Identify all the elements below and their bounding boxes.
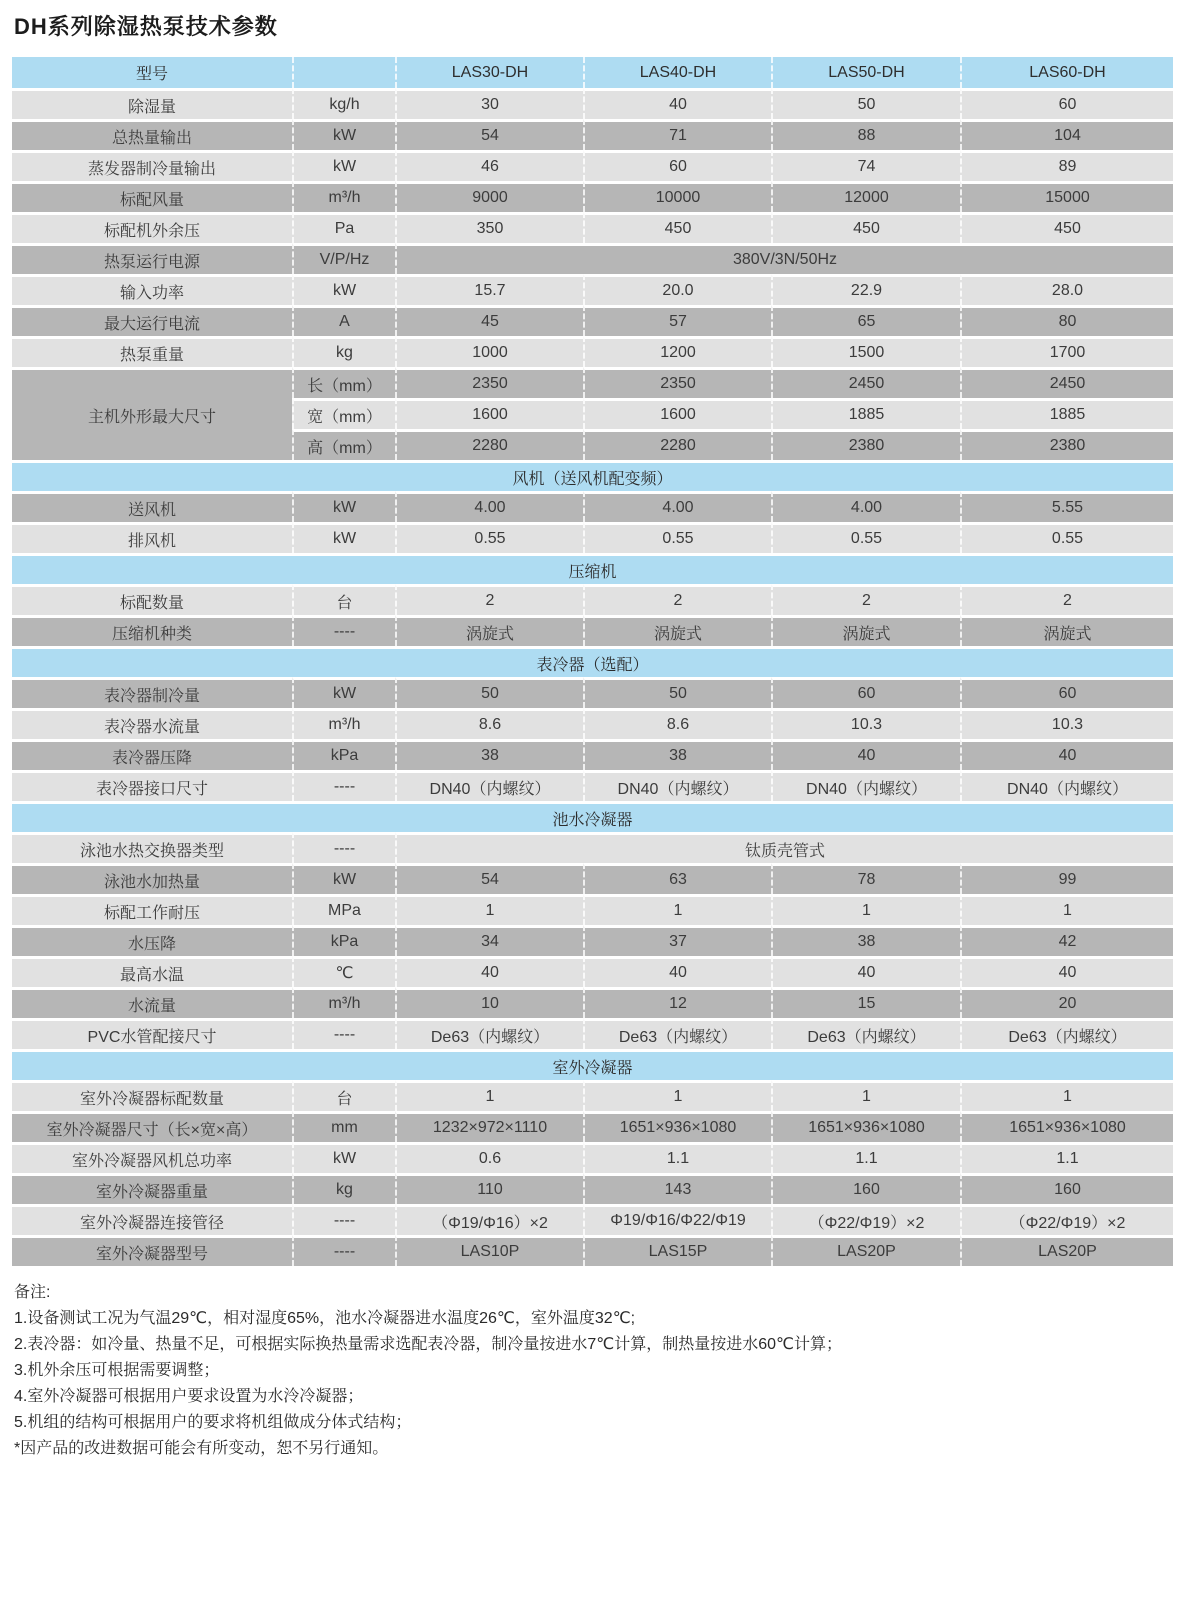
row-unit: 长（mm）	[292, 367, 395, 398]
row-unit: ----	[292, 1235, 395, 1266]
row-value: 22.9	[771, 274, 960, 305]
row-value: 45	[395, 305, 583, 336]
row-value: 1232×972×1110	[395, 1111, 583, 1142]
row-value: 1500	[771, 336, 960, 367]
row-value: 160	[960, 1173, 1173, 1204]
row-label: 室外冷凝器连接管径	[12, 1204, 292, 1235]
row-value: 9000	[395, 181, 583, 212]
table-row	[12, 956, 1173, 987]
row-label: 表冷器接口尺寸	[12, 770, 292, 801]
row-unit: ----	[292, 832, 395, 863]
row-value: LAS10P	[395, 1235, 583, 1266]
row-value: 0.6	[395, 1142, 583, 1173]
row-value: 78	[771, 863, 960, 894]
row-value: 40	[395, 956, 583, 987]
table-row	[12, 150, 1173, 181]
row-label: 除湿量	[12, 88, 292, 119]
row-value: 20	[960, 987, 1173, 1018]
section-row	[12, 460, 1173, 491]
table-row	[12, 770, 1173, 801]
row-value: 37	[583, 925, 771, 956]
row-label: 送风机	[12, 491, 292, 522]
row-unit: kW	[292, 1142, 395, 1173]
row-unit: kW	[292, 491, 395, 522]
row-value: 50	[771, 88, 960, 119]
table-row	[12, 987, 1173, 1018]
row-value: 46	[395, 150, 583, 181]
section-header: 室外冷凝器	[12, 1049, 1173, 1080]
table-body	[12, 88, 1173, 1266]
row-value: 10	[395, 987, 583, 1018]
row-label: 泳池水加热量	[12, 863, 292, 894]
row-value: 143	[583, 1173, 771, 1204]
table-row	[12, 522, 1173, 553]
row-value: 104	[960, 119, 1173, 150]
row-label: 最高水温	[12, 956, 292, 987]
row-unit: kPa	[292, 925, 395, 956]
row-value: 74	[771, 150, 960, 181]
note-item-5: 5.机组的结构可根据用户的要求将机组做成分体式结构；	[14, 1414, 412, 1431]
row-value: 54	[395, 119, 583, 150]
row-value: 88	[771, 119, 960, 150]
row-value: 1	[583, 1080, 771, 1111]
table-row	[12, 305, 1173, 336]
row-value: 38	[771, 925, 960, 956]
row-label: 最大运行电流	[12, 305, 292, 336]
row-value: LAS20P	[960, 1235, 1173, 1266]
row-unit: 高（mm）	[292, 429, 395, 460]
row-value: 2350	[583, 367, 771, 398]
row-value: 1	[960, 1080, 1173, 1111]
row-unit: m³/h	[292, 708, 395, 739]
row-label: 表冷器水流量	[12, 708, 292, 739]
row-value: 10.3	[771, 708, 960, 739]
table-header	[12, 57, 1173, 88]
row-label: 室外冷凝器标配数量	[12, 1080, 292, 1111]
section-row	[12, 1049, 1173, 1080]
row-value: 40	[771, 956, 960, 987]
row-value: 4.00	[395, 491, 583, 522]
row-label: 标配风量	[12, 181, 292, 212]
row-value: De63（内螺纹）	[771, 1018, 960, 1049]
row-value: 2280	[583, 429, 771, 460]
row-value: 1200	[583, 336, 771, 367]
row-label: 总热量输出	[12, 119, 292, 150]
row-value: 15	[771, 987, 960, 1018]
row-value: 80	[960, 305, 1173, 336]
table-row	[12, 88, 1173, 119]
table-row	[12, 181, 1173, 212]
row-label: PVC水管配接尺寸	[12, 1018, 292, 1049]
row-value: 60	[960, 88, 1173, 119]
section-row	[12, 553, 1173, 584]
row-value: 38	[395, 739, 583, 770]
table-row	[12, 1018, 1173, 1049]
row-value: 54	[395, 863, 583, 894]
row-value: 15.7	[395, 274, 583, 305]
table-row	[12, 1080, 1173, 1111]
row-value: 63	[583, 863, 771, 894]
table-row	[12, 212, 1173, 243]
row-value: 1600	[583, 398, 771, 429]
row-value: 1000	[395, 336, 583, 367]
row-value: De63（内螺纹）	[395, 1018, 583, 1049]
row-unit: kW	[292, 522, 395, 553]
row-value: 1651×936×1080	[771, 1111, 960, 1142]
row-value: De63（内螺纹）	[960, 1018, 1173, 1049]
row-value: 40	[583, 956, 771, 987]
note-item-3: 3.机外余压可根据需要调整；	[14, 1362, 220, 1379]
row-unit: Pa	[292, 212, 395, 243]
row-value: 350	[395, 212, 583, 243]
row-value: 0.55	[395, 522, 583, 553]
row-unit: kW	[292, 274, 395, 305]
section-header: 风机（送风机配变频）	[12, 460, 1173, 491]
note-item-1: 1.设备测试工况为气温29℃，相对湿度65%，池水冷凝器进水温度26℃，室外温度32℃;	[14, 1310, 636, 1327]
row-value: 4.00	[583, 491, 771, 522]
row-value: 15000	[960, 181, 1173, 212]
row-value: 1700	[960, 336, 1173, 367]
row-value: 1651×936×1080	[583, 1111, 771, 1142]
header-model-las50: LAS50-DH	[771, 57, 960, 88]
row-unit: m³/h	[292, 181, 395, 212]
row-unit: ℃	[292, 956, 395, 987]
row-value: 1651×936×1080	[960, 1111, 1173, 1142]
row-label: 泳池水热交换器类型	[12, 832, 292, 863]
row-value: 涡旋式	[771, 615, 960, 646]
row-value: 8.6	[395, 708, 583, 739]
section-row	[12, 801, 1173, 832]
row-value: 2350	[395, 367, 583, 398]
row-value: 110	[395, 1173, 583, 1204]
row-unit: kW	[292, 677, 395, 708]
row-value: 450	[583, 212, 771, 243]
row-label: 水压降	[12, 925, 292, 956]
section-row	[12, 646, 1173, 677]
note-item-6: *因产品的改进数据可能会有所变动，恕不另行通知。	[14, 1440, 389, 1457]
table-row	[12, 1173, 1173, 1204]
row-label: 标配数量	[12, 584, 292, 615]
row-unit: kW	[292, 863, 395, 894]
row-value: 34	[395, 925, 583, 956]
row-value: 65	[771, 305, 960, 336]
row-value: 涡旋式	[395, 615, 583, 646]
spec-table	[12, 57, 1173, 1266]
row-label: 室外冷凝器型号	[12, 1235, 292, 1266]
row-unit: kg/h	[292, 88, 395, 119]
section-header: 表冷器（选配）	[12, 646, 1173, 677]
row-label: 水流量	[12, 987, 292, 1018]
table-row	[12, 336, 1173, 367]
row-value: 0.55	[771, 522, 960, 553]
row-unit: kW	[292, 119, 395, 150]
group-row-label: 主机外形最大尺寸	[12, 367, 292, 460]
row-unit: V/P/Hz	[292, 243, 395, 274]
table-row	[12, 708, 1173, 739]
row-value: 0.55	[583, 522, 771, 553]
row-value: 5.55	[960, 491, 1173, 522]
table-row	[12, 677, 1173, 708]
row-label: 表冷器制冷量	[12, 677, 292, 708]
header-unit-cell	[292, 57, 395, 88]
table-row	[12, 584, 1173, 615]
row-value: 1	[771, 1080, 960, 1111]
row-value: 40	[771, 739, 960, 770]
row-unit: 台	[292, 1080, 395, 1111]
row-value: 40	[583, 88, 771, 119]
table-row	[12, 1111, 1173, 1142]
row-label: 蒸发器制冷量输出	[12, 150, 292, 181]
notes-block	[14, 1280, 1173, 1462]
row-merged-value: 钛质壳管式	[395, 832, 1173, 863]
table-row	[12, 863, 1173, 894]
row-value: 89	[960, 150, 1173, 181]
row-unit: 台	[292, 584, 395, 615]
row-value: DN40（内螺纹）	[583, 770, 771, 801]
row-value: 0.55	[960, 522, 1173, 553]
row-value: 10000	[583, 181, 771, 212]
row-value: De63（内螺纹）	[583, 1018, 771, 1049]
table-row	[12, 367, 1173, 398]
row-unit: A	[292, 305, 395, 336]
table-row	[12, 832, 1173, 863]
row-value: 1	[395, 1080, 583, 1111]
row-value: 10.3	[960, 708, 1173, 739]
row-unit: ----	[292, 1018, 395, 1049]
row-unit: ----	[292, 770, 395, 801]
row-value: 2	[395, 584, 583, 615]
row-value: 8.6	[583, 708, 771, 739]
table-row	[12, 615, 1173, 646]
row-value: 12000	[771, 181, 960, 212]
row-value: 1	[960, 894, 1173, 925]
row-merged-value: 380V/3N/50Hz	[395, 243, 1173, 274]
table-row	[12, 925, 1173, 956]
row-label: 排风机	[12, 522, 292, 553]
row-value: Φ19/Φ16/Φ22/Φ19	[583, 1204, 771, 1235]
row-value: 2450	[771, 367, 960, 398]
row-value: DN40（内螺纹）	[960, 770, 1173, 801]
table-row	[12, 274, 1173, 305]
header-model-las60: LAS60-DH	[960, 57, 1173, 88]
header-model-label: 型号	[12, 57, 292, 88]
row-value: 42	[960, 925, 1173, 956]
row-label: 标配工作耐压	[12, 894, 292, 925]
row-value: LAS20P	[771, 1235, 960, 1266]
row-unit: kW	[292, 150, 395, 181]
table-row	[12, 1235, 1173, 1266]
row-value: 涡旋式	[960, 615, 1173, 646]
row-value: 160	[771, 1173, 960, 1204]
row-value: 99	[960, 863, 1173, 894]
row-value: 2380	[771, 429, 960, 460]
row-value: （Φ22/Φ19）×2	[960, 1204, 1173, 1235]
row-value: 2	[583, 584, 771, 615]
row-unit: MPa	[292, 894, 395, 925]
header-model-las30: LAS30-DH	[395, 57, 583, 88]
table-row	[12, 739, 1173, 770]
table-row	[12, 491, 1173, 522]
table-row	[12, 894, 1173, 925]
row-value: 1.1	[960, 1142, 1173, 1173]
row-value: 71	[583, 119, 771, 150]
notes-heading: 备注:	[14, 1284, 51, 1301]
row-value: 38	[583, 739, 771, 770]
row-value: 20.0	[583, 274, 771, 305]
table-row	[12, 1142, 1173, 1173]
row-unit: 宽（mm）	[292, 398, 395, 429]
row-value: 50	[395, 677, 583, 708]
row-value: 涡旋式	[583, 615, 771, 646]
row-value: （Φ19/Φ16）×2	[395, 1204, 583, 1235]
row-value: 2380	[960, 429, 1173, 460]
row-value: DN40（内螺纹）	[395, 770, 583, 801]
row-value: 40	[960, 739, 1173, 770]
row-value: 450	[771, 212, 960, 243]
table-row	[12, 1204, 1173, 1235]
row-value: 1.1	[583, 1142, 771, 1173]
row-value: 28.0	[960, 274, 1173, 305]
row-value: LAS15P	[583, 1235, 771, 1266]
row-unit: kg	[292, 336, 395, 367]
row-label: 输入功率	[12, 274, 292, 305]
row-value: 60	[583, 150, 771, 181]
row-value: 50	[583, 677, 771, 708]
row-unit: ----	[292, 615, 395, 646]
header-model-las40: LAS40-DH	[583, 57, 771, 88]
header-row	[12, 57, 1173, 88]
section-header: 压缩机	[12, 553, 1173, 584]
row-value: 2	[771, 584, 960, 615]
row-value: DN40（内螺纹）	[771, 770, 960, 801]
section-header: 池水冷凝器	[12, 801, 1173, 832]
row-value: 1	[583, 894, 771, 925]
row-value: 4.00	[771, 491, 960, 522]
row-value: 2280	[395, 429, 583, 460]
page-title: DH系列除湿热泵技术参数	[14, 14, 278, 39]
note-item-2: 2.表冷器：如冷量、热量不足，可根据实际换热量需求选配表冷器，制冷量按进水7℃计算，制热量按进水60℃计算；	[14, 1336, 842, 1353]
row-value: （Φ22/Φ19）×2	[771, 1204, 960, 1235]
row-value: 60	[960, 677, 1173, 708]
row-value: 57	[583, 305, 771, 336]
row-value: 60	[771, 677, 960, 708]
table-row	[12, 119, 1173, 150]
row-unit: kg	[292, 1173, 395, 1204]
row-unit: ----	[292, 1204, 395, 1235]
table-row	[12, 243, 1173, 274]
row-value: 1885	[960, 398, 1173, 429]
note-item-4: 4.室外冷凝器可根据用户要求设置为水泠冷凝器；	[14, 1388, 364, 1405]
row-value: 1.1	[771, 1142, 960, 1173]
row-value: 450	[960, 212, 1173, 243]
row-value: 2450	[960, 367, 1173, 398]
row-label: 热泵运行电源	[12, 243, 292, 274]
row-value: 40	[960, 956, 1173, 987]
row-value: 12	[583, 987, 771, 1018]
row-label: 室外冷凝器风机总功率	[12, 1142, 292, 1173]
row-value: 2	[960, 584, 1173, 615]
row-label: 压缩机种类	[12, 615, 292, 646]
row-unit: kPa	[292, 739, 395, 770]
row-label: 室外冷凝器重量	[12, 1173, 292, 1204]
row-label: 表冷器压降	[12, 739, 292, 770]
row-value: 1885	[771, 398, 960, 429]
row-value: 1600	[395, 398, 583, 429]
row-value: 30	[395, 88, 583, 119]
row-label: 热泵重量	[12, 336, 292, 367]
row-unit: mm	[292, 1111, 395, 1142]
row-label: 标配机外余压	[12, 212, 292, 243]
row-value: 1	[395, 894, 583, 925]
row-value: 1	[771, 894, 960, 925]
row-label: 室外冷凝器尺寸（长×宽×高）	[12, 1111, 292, 1142]
row-unit: m³/h	[292, 987, 395, 1018]
